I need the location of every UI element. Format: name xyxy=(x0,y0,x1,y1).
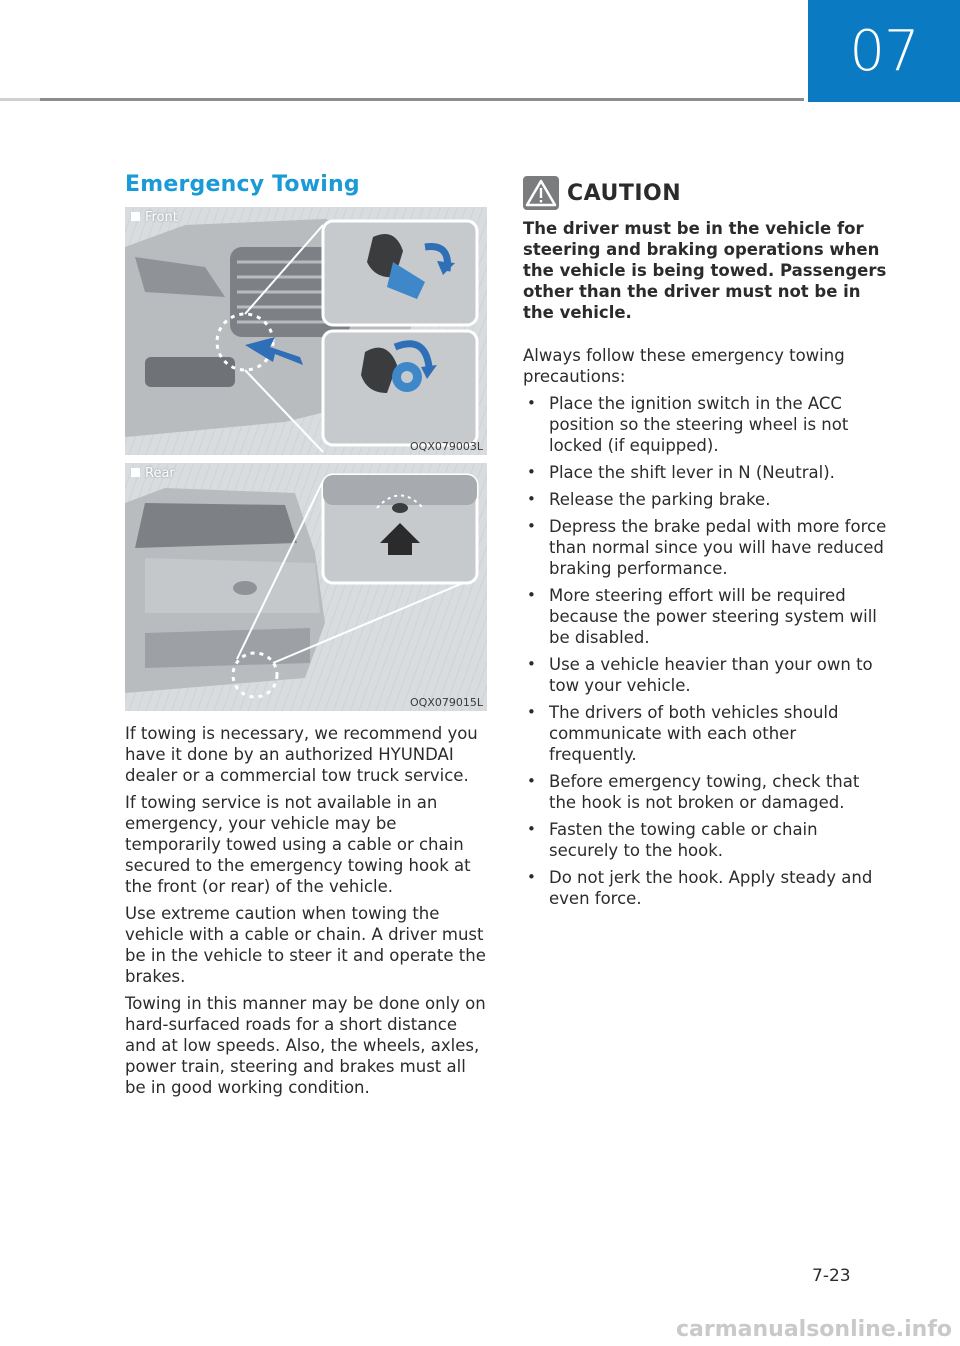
list-item: • Fasten the towing cable or chain securely to the hook. xyxy=(523,819,888,861)
caution-intro: Always follow these emergency towing precautions: xyxy=(523,346,845,386)
figure-front-label: Front xyxy=(131,210,178,225)
list-item: • The drivers of both vehicles should communicate with each other frequently. xyxy=(523,702,888,765)
list-item: • Depress the brake pedal with more force than normal since you will have reduced braking performance. xyxy=(523,516,888,579)
paragraph: Use extreme caution when towing the vehicle with a cable or chain. A driver must be in the vehicle to steer it and operate the brakes. xyxy=(125,904,486,986)
rear-illustration xyxy=(125,463,487,711)
list-item: • More steering effort will be required because the power steering system will be disabled. xyxy=(523,585,888,648)
figure-front-code: OQX079003L xyxy=(410,440,483,453)
front-illustration xyxy=(125,207,487,455)
paragraph: Towing in this manner may be done only on hard-surfaced roads for a short distance and at low speeds. Also, the wheels, axles, power train, steering and brakes must all be in good working condition. xyxy=(125,994,486,1097)
left-column xyxy=(125,170,487,1104)
paragraph: If towing is necessary, we recommend you have it done by an authorized HYUNDAI dealer or a commercial tow truck service. xyxy=(125,724,478,785)
figure-rear-label: Rear xyxy=(131,466,175,481)
list-item: • Place the shift lever in N (Neutral). xyxy=(523,462,888,483)
watermark: carmanualsonline.info xyxy=(676,1317,952,1342)
right-column xyxy=(523,170,888,915)
figure-front xyxy=(125,207,487,455)
paragraph: If towing service is not available in an emergency, your vehicle may be temporarily towed using a cable or chain secured to the emergency towing hook at the front (or rear) of the vehicle. xyxy=(125,793,471,896)
precaution-list xyxy=(523,393,888,909)
section-title: Emergency Towing xyxy=(125,172,360,197)
warning-triangle-icon xyxy=(523,176,559,210)
list-item: • Do not jerk the hook. Apply steady and even force. xyxy=(523,867,888,909)
list-item: • Place the ignition switch in the ACC position so the steering wheel is not locked (if equipped). xyxy=(523,393,888,456)
figure-rear xyxy=(125,463,487,711)
caution-header xyxy=(523,176,888,210)
caution-warning: The driver must be in the vehicle for steering and braking operations when the vehicle is being towed. Passengers other than the driver must not be in the vehicle. xyxy=(523,219,887,322)
chapter-tab: 07 xyxy=(808,0,960,102)
header-rule xyxy=(0,98,804,101)
list-item: • Use a vehicle heavier than your own to tow your vehicle. xyxy=(523,654,888,696)
list-item: • Release the parking brake. xyxy=(523,489,888,510)
page-number: 7-23 xyxy=(812,1266,851,1286)
caution-title: CAUTION xyxy=(567,180,682,206)
figure-rear-code: OQX079015L xyxy=(410,696,483,709)
list-item: • Before emergency towing, check that the hook is not broken or damaged. xyxy=(523,771,888,813)
